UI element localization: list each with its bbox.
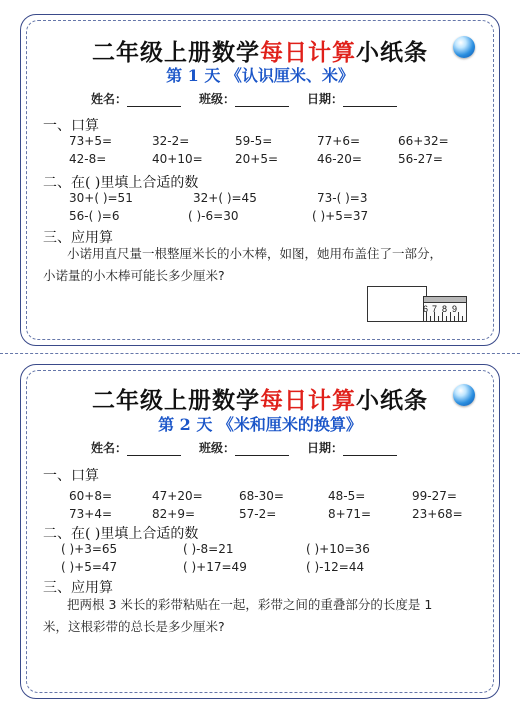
fill-item: ( )-12=44 [306,560,365,574]
date-label: 日期： [307,92,344,106]
calc-item: 60+8= [69,489,113,503]
ruler-number: 6 [423,304,429,314]
word-problem-line: 小诺量的小木棒可能长多少厘米? [43,268,225,283]
calc-item: 32-2= [152,134,190,148]
title-part-2: 小纸条 [356,39,428,66]
title-highlight: 每日计算 [260,387,356,414]
section-fill-blanks: 二、在( )里填上合适的数 [43,526,199,542]
ruler-number: 8 [442,304,448,314]
class-field[interactable] [235,443,289,456]
fill-item: ( )+17=49 [183,560,247,574]
fill-item: ( )+3=65 [61,542,118,556]
name-field[interactable] [127,94,181,107]
calc-item: 47+20= [152,489,203,503]
word-problem-text [43,594,483,638]
word-problem-line: 小诺用直尺量一根整厘米长的小木棒，如图，她用布盖住了一部分， [67,246,443,261]
ruler-icon [367,286,467,322]
section-mental-math: 一、口算 [43,468,99,484]
fill-row [21,191,499,207]
class-label: 班级： [199,92,236,106]
fill-item: 32+( )=45 [193,191,257,205]
day-subtitle: 第 1 天 《认识厘米、米》 [166,66,354,85]
fill-row [21,209,499,225]
fill-item: ( )-8=21 [183,542,234,556]
section-word-problem: 三、应用算 [43,230,113,246]
class-label: 班级： [199,441,236,455]
calc-item: 8+71= [328,507,372,521]
date-field[interactable] [343,94,397,107]
calc-item: 48-5= [328,489,366,503]
calc-item: 46-20= [317,152,362,166]
ruler-stick [424,297,466,303]
calc-item: 40+10= [152,152,203,166]
title-highlight: 每日计算 [260,39,356,66]
fill-row [21,560,499,576]
calc-row [21,152,499,168]
student-info-line [91,90,491,107]
worksheet-title [21,382,499,415]
cut-line-divider [0,353,520,354]
ruler-number: 9 [452,304,458,314]
blue-sphere-icon [453,384,475,406]
section-mental-math: 一、口算 [43,118,99,134]
word-problem-text [43,243,483,287]
fill-item: ( )+5=37 [312,209,369,223]
cloth-cover [367,286,427,322]
fill-item: ( )+5=47 [61,560,118,574]
section-word-problem: 三、应用算 [43,580,113,596]
calc-item: 20+5= [235,152,279,166]
fill-item: ( )+10=36 [306,542,370,556]
calc-item: 56-27= [398,152,443,166]
calc-item: 57-2= [239,507,277,521]
calc-item: 82+9= [152,507,196,521]
title-part-2: 小纸条 [356,387,428,414]
calc-row [21,507,499,523]
calc-item: 42-8= [69,152,107,166]
title-part-1: 二年级上册数学 [92,387,260,414]
name-label: 姓名： [91,92,128,106]
section-fill-blanks: 二、在( )里填上合适的数 [43,175,199,191]
calc-item: 68-30= [239,489,284,503]
worksheet-card-day1 [20,14,500,346]
ruler [423,296,467,322]
fill-item: 30+( )=51 [69,191,133,205]
calc-item: 73+5= [69,134,113,148]
calc-item: 73+4= [69,507,113,521]
calc-item: 99-27= [412,489,457,503]
name-field[interactable] [127,443,181,456]
fill-row [21,542,499,558]
date-label: 日期： [307,441,344,455]
student-info-line [91,439,491,456]
worksheet-card-day2 [20,364,500,699]
calc-row [21,134,499,150]
calc-item: 66+32= [398,134,449,148]
word-problem-line: 把两根 3 米长的彩带粘贴在一起，彩带之间的重叠部分的长度是 1 [67,597,433,612]
name-label: 姓名： [91,441,128,455]
blue-sphere-icon [453,36,475,58]
date-field[interactable] [343,443,397,456]
fill-item: 56-( )=6 [69,209,120,223]
title-part-1: 二年级上册数学 [92,39,260,66]
fill-item: ( )-6=30 [188,209,239,223]
calc-item: 77+6= [317,134,361,148]
calc-item: 59-5= [235,134,273,148]
calc-item: 23+68= [412,507,463,521]
day-subtitle: 第 2 天 《米和厘米的换算》 [158,415,362,434]
class-field[interactable] [235,94,289,107]
calc-row [21,489,499,505]
word-problem-line: 米，这根彩带的总长是多少厘米? [43,619,225,634]
fill-item: 73-( )=3 [317,191,368,205]
ruler-number: 7 [432,304,438,314]
